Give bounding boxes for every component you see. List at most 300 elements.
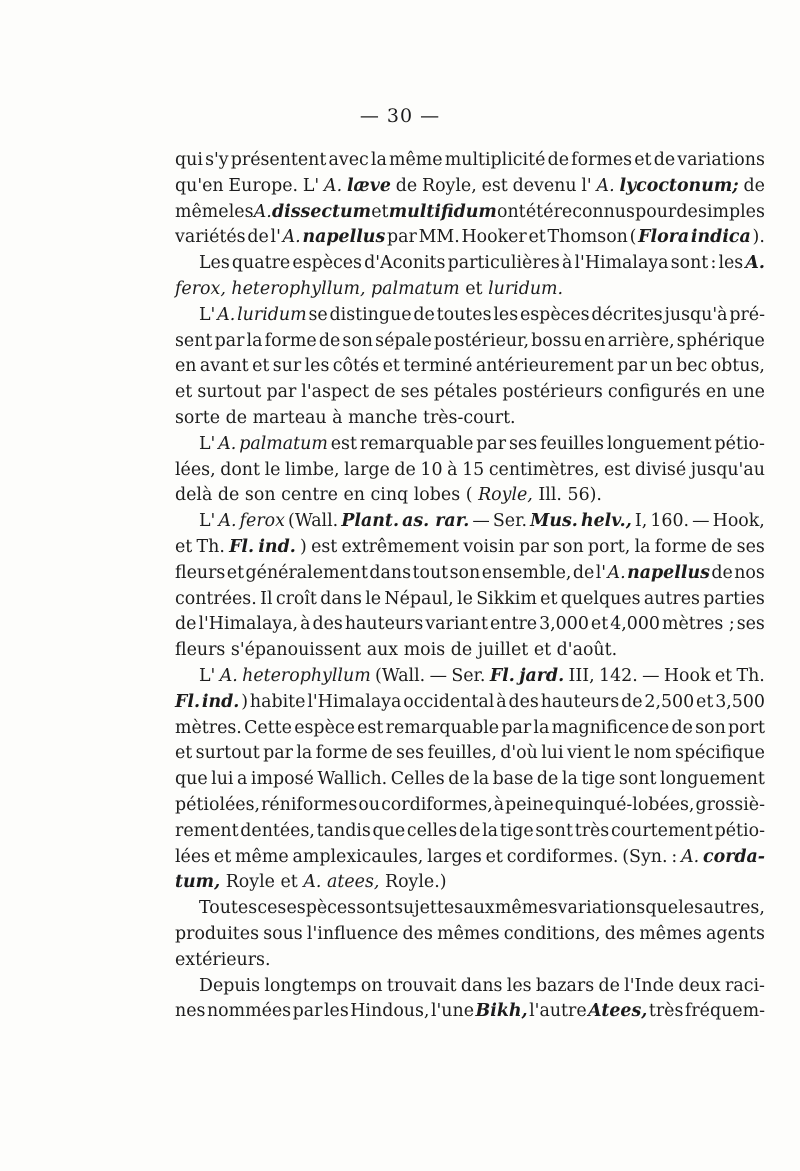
word: les bbox=[304, 356, 330, 377]
word: de bbox=[458, 820, 481, 841]
word: lui bbox=[541, 743, 564, 764]
word: Europe. bbox=[228, 175, 299, 196]
word: en bbox=[705, 382, 728, 403]
body-text bbox=[175, 148, 765, 1025]
word: Atees, bbox=[588, 1001, 648, 1022]
word: la bbox=[296, 743, 313, 764]
word: cinq bbox=[370, 485, 409, 506]
word: des bbox=[604, 923, 636, 944]
word: port bbox=[728, 717, 765, 738]
word: pour bbox=[635, 201, 677, 222]
word: ) bbox=[241, 691, 249, 712]
word: vient bbox=[566, 743, 611, 764]
word: très-court. bbox=[422, 407, 516, 428]
word: (Wall. bbox=[375, 665, 426, 686]
word: l' bbox=[270, 227, 281, 248]
word: et bbox=[280, 872, 298, 893]
word: nes bbox=[175, 1001, 206, 1022]
word: pétales bbox=[433, 382, 498, 403]
word: forme bbox=[654, 536, 707, 557]
word: longuement bbox=[660, 769, 765, 790]
word: un bbox=[650, 356, 673, 377]
word: d'août. bbox=[556, 640, 618, 661]
word: par bbox=[476, 433, 507, 454]
word: jusqu'au bbox=[690, 459, 765, 480]
word: par bbox=[518, 536, 549, 557]
word: base bbox=[492, 769, 534, 790]
word: l'une bbox=[430, 1001, 475, 1022]
text-line bbox=[175, 200, 765, 226]
word: réniformes bbox=[261, 794, 358, 815]
word: postérieur, bbox=[433, 330, 530, 351]
word: feuilles, bbox=[427, 743, 497, 764]
word: tige bbox=[581, 769, 616, 790]
word: multifidum bbox=[388, 201, 497, 222]
word: à bbox=[493, 794, 505, 815]
word: par bbox=[214, 330, 245, 351]
word: variations bbox=[557, 898, 646, 919]
word: de bbox=[621, 691, 643, 712]
word: Royle.) bbox=[384, 872, 447, 893]
word: de bbox=[536, 769, 559, 790]
word: marteau bbox=[252, 407, 327, 428]
word: Depuis bbox=[199, 975, 261, 996]
word: l'aspect bbox=[301, 382, 370, 403]
word: des bbox=[312, 614, 343, 635]
text-line bbox=[175, 741, 765, 767]
word: se bbox=[308, 304, 328, 325]
word: les bbox=[678, 898, 704, 919]
word: dans bbox=[369, 562, 412, 583]
word: l'Himalaya bbox=[574, 253, 669, 274]
word: toutes bbox=[436, 304, 492, 325]
word: son bbox=[553, 536, 584, 557]
word: les bbox=[718, 253, 744, 274]
word: de bbox=[676, 201, 698, 222]
word: Les bbox=[199, 253, 230, 274]
word: l' bbox=[581, 175, 592, 196]
word: fleurs bbox=[175, 562, 226, 583]
word: a bbox=[237, 769, 248, 790]
text-line bbox=[175, 767, 765, 793]
word: 2,500 bbox=[644, 691, 695, 712]
word: extérieurs. bbox=[175, 949, 271, 970]
word: ses bbox=[400, 382, 429, 403]
text-line bbox=[175, 716, 765, 742]
word: A. bbox=[745, 253, 765, 274]
word: 15 bbox=[462, 459, 485, 480]
word: juillet bbox=[477, 640, 529, 661]
word: le bbox=[457, 588, 473, 609]
text-line bbox=[175, 458, 765, 484]
word: avec bbox=[328, 150, 369, 170]
word: et bbox=[371, 201, 389, 222]
text-line bbox=[175, 664, 765, 690]
word: formes bbox=[571, 150, 633, 170]
word: espèces bbox=[292, 253, 362, 274]
word: en bbox=[343, 485, 365, 506]
word: ind. bbox=[201, 691, 240, 712]
word: nommées bbox=[206, 1001, 292, 1022]
word: Sikkim bbox=[476, 588, 537, 609]
word: l'Himalaya, bbox=[198, 614, 299, 635]
word: la bbox=[634, 536, 651, 557]
word: parties bbox=[703, 588, 765, 609]
word: l'Himalaya bbox=[307, 691, 402, 712]
word: A. bbox=[681, 846, 700, 867]
word: qui bbox=[175, 150, 203, 170]
word: Th. bbox=[196, 536, 225, 557]
word: son bbox=[695, 717, 726, 738]
word: læve bbox=[346, 175, 391, 196]
word: le bbox=[614, 743, 631, 764]
word: Mus. bbox=[530, 511, 578, 532]
word: hauteurs bbox=[344, 614, 424, 635]
text-line bbox=[175, 870, 765, 896]
word: trouvait bbox=[386, 975, 457, 996]
word: d'où bbox=[500, 743, 538, 764]
word: généralement bbox=[245, 562, 368, 583]
word: MM. bbox=[418, 227, 460, 248]
word: par bbox=[266, 382, 297, 403]
word: la bbox=[561, 769, 578, 790]
word: bossu bbox=[531, 330, 582, 351]
word: mètres ; bbox=[662, 614, 735, 635]
word: la bbox=[533, 717, 550, 738]
text-line bbox=[175, 974, 765, 1000]
text-line bbox=[175, 690, 765, 716]
word: et bbox=[465, 278, 483, 299]
word: L' bbox=[199, 304, 216, 325]
word: aux bbox=[366, 640, 399, 661]
text-line bbox=[175, 509, 765, 535]
word: as. rar. bbox=[402, 511, 470, 532]
word: et bbox=[533, 640, 552, 661]
word: et bbox=[714, 665, 733, 686]
word: des bbox=[508, 691, 539, 712]
word: obtus, bbox=[710, 356, 765, 377]
word: ses bbox=[509, 433, 538, 454]
word: Toutes bbox=[199, 898, 258, 919]
word: de bbox=[743, 175, 765, 196]
word: des bbox=[402, 923, 433, 944]
word: extrêmement bbox=[341, 536, 459, 557]
word: grossiè- bbox=[695, 794, 765, 815]
word: occidental bbox=[403, 691, 495, 712]
word: de bbox=[710, 536, 733, 557]
word: ces bbox=[257, 898, 287, 919]
word: — bbox=[642, 665, 660, 686]
word: de bbox=[572, 562, 595, 583]
word: de bbox=[247, 227, 269, 248]
word: tout bbox=[412, 562, 449, 583]
word: et bbox=[590, 614, 609, 635]
word: de bbox=[217, 485, 240, 506]
word: de bbox=[175, 614, 197, 635]
word: de bbox=[413, 304, 435, 325]
word: très bbox=[574, 820, 610, 841]
word: et bbox=[634, 150, 652, 170]
word: heterophyllum, bbox=[231, 278, 366, 299]
word: 160. bbox=[650, 511, 690, 532]
word: mois bbox=[403, 640, 446, 661]
word: A. bbox=[217, 304, 236, 325]
word: Royle, bbox=[421, 175, 477, 196]
text-line bbox=[175, 896, 765, 922]
word: aux bbox=[463, 898, 495, 919]
word: et bbox=[696, 691, 714, 712]
word: très bbox=[648, 1001, 684, 1022]
word: que bbox=[645, 898, 679, 919]
word: fréquem- bbox=[684, 1001, 765, 1022]
word: dentées, bbox=[240, 820, 315, 841]
word: pétio- bbox=[714, 820, 765, 841]
word: sent bbox=[175, 330, 213, 351]
word: A. bbox=[282, 227, 301, 248]
word: les bbox=[323, 1001, 349, 1022]
word: ses bbox=[736, 536, 765, 557]
word: croît bbox=[275, 588, 317, 609]
word: bec bbox=[676, 356, 708, 377]
word: amplexicaules, bbox=[292, 846, 424, 867]
word: ferox bbox=[239, 511, 285, 532]
word: à bbox=[447, 459, 458, 480]
word: A. bbox=[324, 175, 343, 196]
word: même bbox=[389, 150, 443, 170]
word: ferox, bbox=[175, 278, 226, 299]
word: sont bbox=[618, 769, 657, 790]
word: 10 bbox=[420, 459, 443, 480]
word: palmatum bbox=[239, 433, 328, 454]
word: mêmes bbox=[639, 923, 702, 944]
text-line bbox=[175, 612, 765, 638]
word: agents bbox=[705, 923, 765, 944]
word: en bbox=[583, 330, 606, 351]
word: — bbox=[429, 665, 447, 686]
word: de bbox=[598, 975, 620, 996]
word: 4,000 bbox=[610, 614, 660, 635]
word: de bbox=[653, 150, 676, 170]
word: magnificence bbox=[551, 717, 670, 738]
word: manche bbox=[348, 407, 418, 428]
word: pré- bbox=[729, 304, 765, 325]
word: A. bbox=[218, 511, 237, 532]
word: mètres. bbox=[175, 717, 242, 738]
word: Il bbox=[260, 588, 273, 609]
word: variétés bbox=[175, 227, 246, 248]
word: L' bbox=[199, 665, 216, 686]
word: de bbox=[318, 330, 341, 351]
word: de bbox=[225, 407, 247, 428]
word: son bbox=[244, 485, 276, 506]
word: de bbox=[547, 150, 569, 170]
word: les bbox=[493, 304, 519, 325]
word: ensemble, bbox=[481, 562, 572, 583]
text-line bbox=[175, 948, 765, 974]
word: spécifique bbox=[675, 743, 765, 764]
word: pétio- bbox=[714, 433, 765, 454]
word: courtement bbox=[610, 820, 713, 841]
word: par bbox=[263, 743, 293, 764]
word: ses bbox=[736, 614, 765, 635]
text-line bbox=[175, 148, 765, 174]
word: et bbox=[175, 382, 193, 403]
word: surtout bbox=[195, 743, 260, 764]
word: : bbox=[671, 846, 678, 867]
word: espèce bbox=[294, 717, 355, 738]
word: sont bbox=[535, 820, 573, 841]
word: quelques bbox=[560, 588, 641, 609]
word: l'influence bbox=[306, 923, 399, 944]
word: nom bbox=[633, 743, 672, 764]
word: même bbox=[175, 201, 229, 222]
word: côtés bbox=[332, 356, 380, 377]
word: est bbox=[311, 536, 338, 557]
word: dans bbox=[460, 975, 503, 996]
word: de bbox=[448, 769, 470, 790]
word: napellus bbox=[302, 227, 386, 248]
text-line bbox=[175, 277, 765, 303]
text-line bbox=[175, 587, 765, 613]
word: habite bbox=[249, 691, 306, 712]
word: Hook bbox=[663, 665, 711, 686]
word: 142. bbox=[599, 665, 638, 686]
text-line bbox=[175, 406, 765, 432]
word: de bbox=[450, 640, 473, 661]
word: A. bbox=[596, 175, 615, 196]
word: et bbox=[485, 846, 503, 867]
word: ( bbox=[629, 227, 637, 248]
word: limbe, bbox=[285, 459, 340, 480]
word: deux bbox=[678, 975, 721, 996]
word: Hindous, bbox=[350, 1001, 430, 1022]
word: centre bbox=[281, 485, 338, 506]
word: 3,500 bbox=[715, 691, 765, 712]
word: larges bbox=[427, 846, 482, 867]
word: Népaul, bbox=[384, 588, 454, 609]
word: Royle, bbox=[478, 485, 533, 506]
word: lées bbox=[175, 846, 211, 867]
word: A. bbox=[253, 201, 272, 222]
page-number: — 30 — bbox=[359, 105, 441, 127]
word: indica bbox=[690, 227, 751, 248]
word: palmatum bbox=[371, 278, 460, 299]
text-line bbox=[175, 354, 765, 380]
word: entre bbox=[489, 614, 538, 635]
word: fleurs bbox=[175, 640, 226, 661]
text-line bbox=[175, 561, 765, 587]
word: centimètres, bbox=[488, 459, 600, 480]
word: (Syn. bbox=[622, 846, 668, 867]
word: lées, bbox=[175, 459, 216, 480]
word: Ser. bbox=[451, 665, 486, 686]
word: A. bbox=[303, 872, 322, 893]
word: les bbox=[228, 201, 254, 222]
word: mêmes bbox=[437, 923, 500, 944]
word: l'Inde bbox=[624, 975, 675, 996]
word: Hooker bbox=[461, 227, 527, 248]
word: divisé bbox=[634, 459, 687, 480]
word: variations bbox=[677, 150, 765, 170]
word: heterophyllum bbox=[242, 665, 371, 686]
word: A. bbox=[218, 433, 237, 454]
word: Plant. bbox=[341, 511, 399, 532]
word: peine bbox=[505, 794, 554, 815]
word: ou bbox=[358, 794, 381, 815]
word: les bbox=[506, 975, 532, 996]
word: : bbox=[710, 253, 717, 274]
word: 56). bbox=[567, 485, 602, 506]
word: cordiformes, bbox=[381, 794, 493, 815]
word: III, bbox=[568, 665, 595, 686]
word: en bbox=[175, 356, 197, 377]
word: et bbox=[528, 227, 546, 248]
word: la bbox=[482, 820, 499, 841]
word: luridum bbox=[237, 304, 307, 325]
word: de bbox=[394, 459, 416, 480]
word: ( bbox=[465, 485, 473, 506]
text-line bbox=[175, 225, 765, 251]
word: sont bbox=[356, 898, 394, 919]
word: Thomson bbox=[547, 227, 628, 248]
word: l'autre bbox=[529, 1001, 587, 1022]
word: — bbox=[692, 511, 710, 532]
word: multiplicité bbox=[444, 150, 546, 170]
text-line bbox=[175, 432, 765, 458]
word: espèces bbox=[286, 898, 357, 919]
word: distingue bbox=[329, 304, 412, 325]
word: décrites bbox=[591, 304, 663, 325]
word: configurés bbox=[607, 382, 701, 403]
word: on bbox=[360, 975, 383, 996]
word: s'y bbox=[205, 150, 229, 170]
word: I, bbox=[634, 511, 648, 532]
word: jusqu'à bbox=[664, 304, 728, 325]
word: ont bbox=[497, 201, 526, 222]
word: Royle bbox=[225, 872, 275, 893]
word: sphérique bbox=[676, 330, 765, 351]
word: tandis bbox=[316, 820, 371, 841]
word: ). bbox=[752, 227, 765, 248]
word: raci- bbox=[725, 975, 765, 996]
word: espèces bbox=[519, 304, 590, 325]
word: même bbox=[235, 846, 289, 867]
text-line bbox=[175, 638, 765, 664]
word: tige bbox=[499, 820, 534, 841]
word: présentent bbox=[230, 150, 327, 170]
word: pétiolées, bbox=[175, 794, 261, 815]
word: longuement bbox=[606, 433, 712, 454]
word: été bbox=[525, 201, 554, 222]
word: napellus bbox=[627, 562, 710, 583]
text-line bbox=[175, 922, 765, 948]
word: simples bbox=[698, 201, 765, 222]
word: son bbox=[449, 562, 481, 583]
word: avant bbox=[199, 356, 249, 377]
word: et bbox=[382, 356, 400, 377]
word: d'Aconits bbox=[364, 253, 446, 274]
word: lycoctonum; bbox=[619, 175, 739, 196]
word: particulières bbox=[447, 253, 560, 274]
word: Ill. bbox=[538, 485, 562, 506]
word: large bbox=[344, 459, 390, 480]
word: devenu bbox=[512, 175, 577, 196]
word: quinqué-lobées, bbox=[554, 794, 695, 815]
word: bazars bbox=[535, 975, 595, 996]
word: le bbox=[365, 588, 382, 609]
word: est bbox=[481, 175, 508, 196]
text-line bbox=[175, 174, 765, 200]
